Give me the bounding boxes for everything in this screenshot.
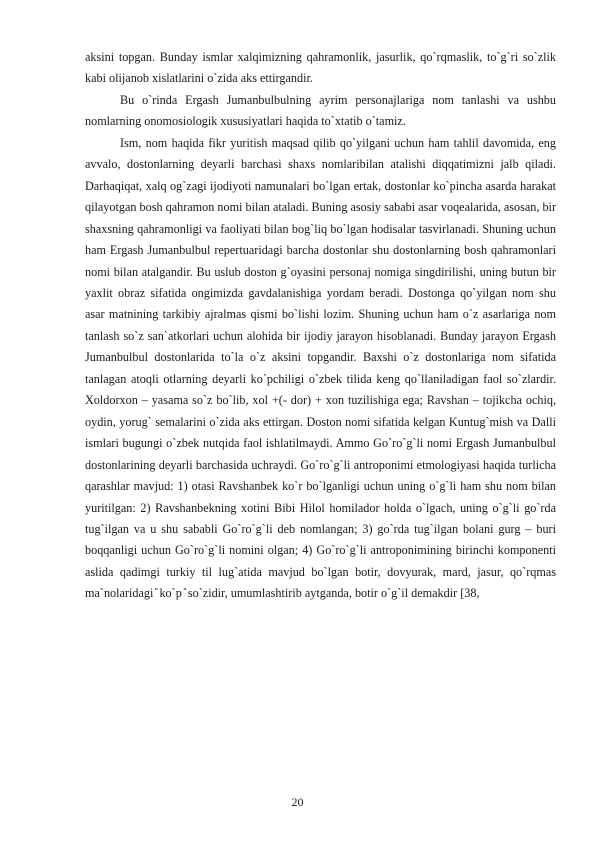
- paragraph-intro: Bu o`rinda Ergash Jumanbulbulning ayrim personajlariga nom tanlashi va ushbu nomlarning onomosiologik xususiyatlari haqida to`xtatib o`tamiz.: [85, 92, 556, 129]
- paragraph-main: Ism, nom haqida fikr yuritish maqsad qilib qo`yilgani uchun ham tahlil davomida, eng avvalo, dostonlarning deyarli barchasi shaxs nomlaribilan atalishi diqqatimizni jalb qiladi. Darhaqiqat, xalq og`zagi ijodiyoti namunalari bo`lgan ertak, dostonlar ko`pincha asarda harakat qilayotgan bosh qahramon nomi bilan ataladi. Buning asosiy sababi asar voqealarida, asosan, bir shaxsning qahramonligi va faoliyati bilan bog`liq bo`lgan hodisalar tasvirlanadi. Shuning uchun ham Ergash Jumanbulbul repertuaridagi barcha dostonlar shu dostonlarning bosh qahramonlari nomi bilan atalgandir. Bu uslub doston g`oyasini personaj nomiga singdirilishi, uning butun bir yaxlit obraz sifatida ongimizda gavdalanishiga yordam beradi. Dostonga qo`yilgan nom shu asar matnining tarkibiy ajralmas qismi bo`lishi lozim. Shuning uchun ham o`z asarlariga nom tanlash so`z san`atkorlari uchun alohida bir ijodiy jarayon hisoblanadi. Bunday jarayon Ergash Jumanbulbul dostonlarida to`la o`z aksini topgandir. Baxshi o`z dostonlariga nom sifatida tanlagan atoqli otlarning deyarli ko`pchiligi o`zbek tilida keng qo`llaniladigan faol so`zlardir. Xoldorxon – yasama so`z bo`lib, xol +(- dor) + xon tuzilishiga ega; Ravshan – tojikcha ochiq, oydin, yorug` semalarini o`zida aks ettirgan. Doston nomi sifatida kelgan Kuntug`mish va Dalli ismlari bugungi o`zbek nutqida faol ishlatilmaydi. Ammo Go`ro`g`li nomi Ergash Jumanbulbul dostonlarining deyarli barchasida uchraydi. Go`ro`g`li antroponimi etmologiyasi haqida turlicha qarashlar mavjud: 1) otasi Ravshanbek ko`r bo`lganligi uchun uning o`g`li ham shu nom bilan yuritilgan: 2) Ravshanbekning xotini Bibi Hilol homilador holda o`lgach, uning o`g`li go`rda tug`ilgan va u shu sababli Go`ro`g`li deb nomlangan; 3) go`rda tug`ilgan bolani gurg – buri boqqanligi uchun Go`ro`g`li nomini olgan; 4) Go`ro`g`li antroponimining birinchi komponenti aslida qadimgi turkiy til lug`atida mavjud bo`lgan botir, dovyurak, mard, jasur, qo`rqmas ma`nolaridagi ̎ ko`p ̎ so`zidir, umumlashtirib aytganda, botir o`g`il demakdir [38,: [85, 135, 556, 601]
- document-body: [85, 47, 556, 605]
- paragraph-continuation: aksini topgan. Bunday ismlar xalqimizning qahramonlik, jasurlik, qo`rqmaslik, to`g`ri so`zlik kabi olijanob xislatlarini o`zida aks ettirgandir.: [85, 50, 556, 86]
- page-number: 20: [291, 795, 304, 809]
